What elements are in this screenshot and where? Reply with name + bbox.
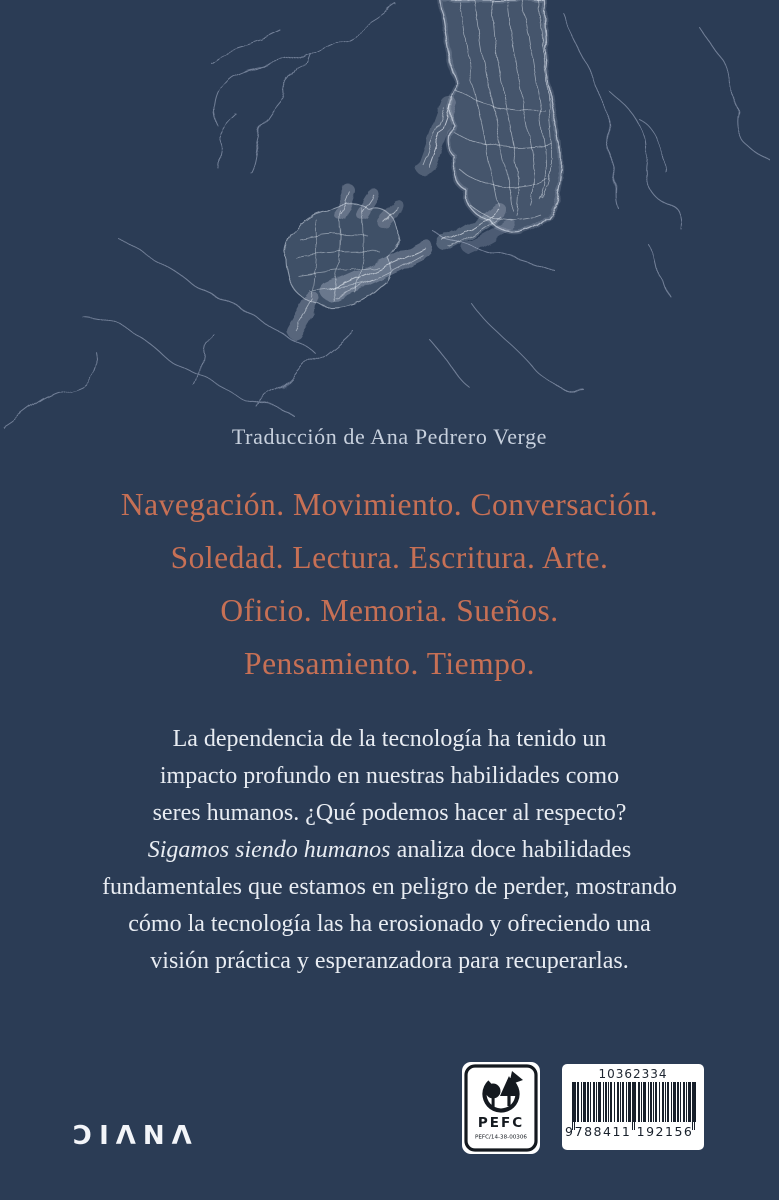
translation-credit: Traducción de Ana Pedrero Verge bbox=[231, 424, 548, 449]
synopsis-line-3: seres humanos. ¿Qué podemos hacer al respecto? bbox=[152, 800, 627, 826]
keywords-line-4: Pensamiento. Tiempo. bbox=[244, 646, 535, 681]
keywords-line-3: Oficio. Memoria. Sueños. bbox=[220, 593, 559, 628]
pefc-logo-icon bbox=[462, 1062, 540, 1154]
lower-hand bbox=[285, 191, 425, 332]
synopsis-line-4 bbox=[0, 832, 779, 869]
diana-publisher-logo: ƆIΛNΛ bbox=[73, 1121, 199, 1151]
isbn-prefix-digit: 9 bbox=[565, 1124, 573, 1139]
book-title-italic: Sigamos siendo humanos bbox=[147, 837, 391, 863]
wireframe-hands-illustration bbox=[0, 0, 779, 440]
synopsis-block bbox=[0, 721, 779, 980]
synopsis-line-1: La dependencia de la tecnología ha tenido un bbox=[172, 726, 607, 752]
barcode-icon bbox=[562, 1064, 704, 1150]
isbn-digits-group1: 788411 bbox=[574, 1124, 632, 1139]
isbn-digits-group2: 192156 bbox=[636, 1124, 694, 1139]
pefc-cert-code: PEFC/14-38-00306 bbox=[475, 1134, 527, 1141]
upper-hand bbox=[422, 0, 561, 248]
synopsis-line-5: fundamentales que estamos en peligro de perder, mostrando bbox=[102, 874, 677, 900]
keywords-line-1: Navegación. Movimiento. Conversación. bbox=[120, 487, 659, 522]
barcode-top-number: 10362334 bbox=[598, 1067, 668, 1081]
keywords-line-2: Soledad. Lectura. Escritura. Arte. bbox=[170, 540, 609, 575]
synopsis-line-4-rest: analiza doce habilidades bbox=[396, 837, 632, 863]
pefc-label: PEFC bbox=[477, 1115, 525, 1131]
isbn-barcode bbox=[562, 1064, 704, 1150]
pefc-trees-icon bbox=[479, 1071, 523, 1116]
keywords-block bbox=[0, 478, 779, 690]
synopsis-line-6: cómo la tecnología las ha erosionado y ofreciendo una bbox=[128, 911, 651, 937]
synopsis-line-7: visión práctica y esperanzadora para recuperarlas. bbox=[150, 948, 629, 974]
synopsis-line-2: impacto profundo en nuestras habilidades como bbox=[159, 763, 620, 789]
pefc-certification-stamp bbox=[462, 1062, 540, 1154]
